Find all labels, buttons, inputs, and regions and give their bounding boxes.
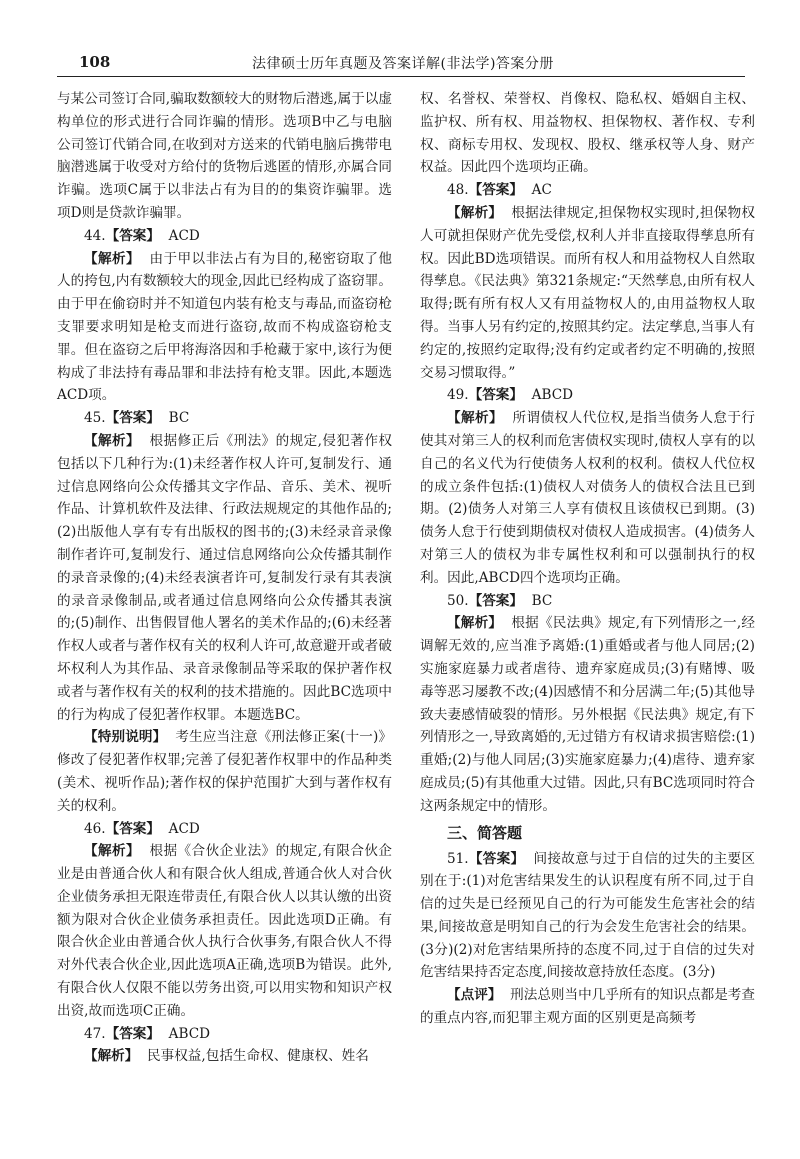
answer-label: 【答案】 <box>468 592 523 609</box>
explanation-text: 根据《合伙企业法》的规定,有限合伙企业是由普通合伙人和有限合伙人组成,普通合伙人对合伙企业债务承担无限连带责任,有限合伙人以其认缴的出资额为限对合伙企业债务承担责任。因此选项D正确。有限合伙企业由普通合伙人执行合伙事务,有限合伙人不得对外代表合伙企业,因此选项A正确,选项B为错误。此外,有限合伙人仅限不能以劳务出资,可以用实物和知识产权出资,故而选项C正确。 <box>57 843 393 1019</box>
explanation-text: 根据修正后《刑法》的规定,侵犯著作权包括以下几种行为:(1)未经著作权人许可,复制发行、通过信息网络向公众传播其文字作品、音乐、美术、视听作品、计算机软件及法律、行政法规规定的其他作品的;(2)出版他人享有专有出版权的图书的;(3)未经录音录像制作者许可,复制发行、通过信息网络向公众传播其制作的录音录像的;(4)未经表演者许可,复制发行录有其表演的录音录像制品,或者通过信息网络向公众传播其表演的;(5)制作、出售假冒他人署名的美术作品的;(6)未经著作权人或者与著作权有关的权利人许可,故意避开或者破坏权利人为其作品、录音录像制品等采取的保护著作权或者与著作权有关的权利的技术措施的。因此BC选项中的行为构成了侵犯著作权罪。本题选BC。 <box>57 432 393 723</box>
question-number: 51. <box>447 850 469 867</box>
explanation-q48 <box>420 202 755 384</box>
special-note-text: 考生应当注意《刑法修正案(十一)》修改了侵犯著作权罪;完善了侵犯著作权罪中的作品种类(美术、视听作品);著作权的保护范围扩大到与著作权有关的权利。 <box>57 729 393 814</box>
answer-label: 【答案】 <box>468 850 525 867</box>
running-title: 法律硕士历年真题及答案详解(非法学)答案分册 <box>252 56 554 72</box>
answer-value: ACD <box>168 820 200 837</box>
section-heading: 三、简答题 <box>447 823 523 842</box>
page-number: 108 <box>79 53 111 71</box>
answer-text: 间接故意与过于自信的过失的主要区别在于:(1)对危害结果发生的认识程度有所不同,过于自信的过失是已经预见自己的行为可能发生危害社会的结果,间接故意是明知自己的行为会发生危害社会的结果。(3分)(2)对危害结果所持的态度不同,过于自信的过失对危害结果持否定态度,间接故意持放任态度。(3分) <box>420 850 755 981</box>
answer-q48 <box>420 179 755 202</box>
explanation-label: 【解析】 <box>84 250 141 267</box>
comment-label: 【点评】 <box>447 987 502 1004</box>
explanation-text: 由于甲以非法占有为目的,秘密窃取了他人的挎包,内有数额较大的现金,因此已经构成了盗窃罪。由于甲在偷窃时并不知道包内装有枪支与毒品,而盗窃枪支罪要求明知是枪支而进行盗窃,故而不构成盗窃枪支罪。但在盗窃之后甲将海洛因和手枪藏于家中,该行为便构成了非法持有毒品罪和非法持有枪支罪。因此,本题选ACD项。 <box>57 250 393 404</box>
explanation-text: 所谓债权人代位权,是指当债务人怠于行使其对第三人的权利而危害债权实现时,债权人享有的以自己的名义代为行使债务人权利的权利。债权人代位权的成立条件包括:(1)债权人对债务人的债权合法且已到期。(2)债务人对第三人享有债权且该债权已到期。(3)债务人怠于行使到期债权对债权人造成损害。(4)债务人对第三人的债权为非专属性权利和可以强制执行的权利。因此,ABCD四个选项均正确。 <box>420 410 756 586</box>
question-number: 46. <box>84 820 106 837</box>
right-column <box>420 88 755 1030</box>
question-number: 49. <box>447 387 469 404</box>
explanation-label: 【解析】 <box>84 1048 139 1065</box>
question-number: 47. <box>84 1025 106 1042</box>
header-rule <box>57 76 745 77</box>
answer-q45 <box>57 407 392 430</box>
explanation-q47-continued: 权、名誉权、荣誉权、肖像权、隐私权、婚姻自主权、监护权、所有权、用益物权、担保物权、著作权、专利权、商标专用权、发现权、股权、继承权等人身、财产权益。因此四个选项均正确。 <box>420 91 755 176</box>
explanation-q44 <box>57 248 392 408</box>
answer-label: 【答案】 <box>105 820 160 837</box>
explanation-q45 <box>57 430 392 726</box>
explanation-q50 <box>420 612 755 817</box>
question-number: 50. <box>447 592 469 609</box>
answer-q49 <box>420 384 755 407</box>
question-number: 44. <box>84 227 106 244</box>
explanation-label: 【解析】 <box>84 432 141 449</box>
left-column <box>57 88 392 1068</box>
special-note-q45 <box>57 726 392 817</box>
answer-value: ACD <box>168 227 200 244</box>
answer-q44 <box>57 225 392 248</box>
answer-q47 <box>57 1023 392 1046</box>
explanation-text: 根据《民法典》规定,有下列情形之一,经调解无效的,应当准予离婚:(1)重婚或者与他人同居;(2)实施家庭暴力或者虐待、遗弃家庭成员;(3)有赌博、吸毒等恶习屡教不改;(4)因感情不和分居满二年;(5)其他导致夫妻感情破裂的情形。另外根据《民法典》规定,有下列情形之一,导致离婚的,无过错方有权请求损害赔偿:(1)重婚;(2)与他人同居;(3)实施家庭暴力;(4)虐待、遗弃家庭成员;(5)有其他重大过错。因此,只有BC选项同时符合这两条规定中的情形。 <box>420 615 755 814</box>
explanation-text: 民事权益,包括生命权、健康权、姓名 <box>147 1048 369 1065</box>
question-number: 48. <box>447 182 469 199</box>
answer-label: 【答案】 <box>468 387 523 404</box>
answer-label: 【答案】 <box>105 1025 160 1042</box>
explanation-label: 【解析】 <box>447 204 503 221</box>
answer-q50 <box>420 590 755 613</box>
question-number: 45. <box>84 410 106 427</box>
answer-q46 <box>57 818 392 841</box>
comment-text: 刑法总则当中几乎所有的知识点都是考查的重点内容,而犯罪主观方面的区别更是高频考 <box>420 987 756 1027</box>
answer-value: BC <box>168 410 190 427</box>
explanation-label: 【解析】 <box>447 410 504 427</box>
answer-label: 【答案】 <box>468 182 523 199</box>
answer-value: BC <box>531 592 553 609</box>
explanation-text: 根据法律规定,担保物权实现时,担保物权人可就担保财产优先受偿,权利人并非直接取得孳息所有权。因此BD选项错误。而所有权人和用益物权人自然取得孳息。《民法典》第321条规定:“天然孳息,由所有权人取得;既有所有权人又有用益物权人的,由用益物权人取得。当事人另有约定的,按照其约定。法定孳息,当事人有约定的,按照约定取得;没有约定或者约定不明确的,按照交易习惯取得。” <box>420 204 755 381</box>
comment-q51 <box>420 984 755 1030</box>
explanation-q49 <box>420 407 755 589</box>
explanation-label: 【解析】 <box>447 615 503 632</box>
answer-label: 【答案】 <box>105 227 160 244</box>
answer-value: AC <box>531 182 552 199</box>
explanation-q47 <box>57 1045 392 1068</box>
paragraph-q43-continued: 与某公司签订合同,骗取数额较大的财物后潜逃,属于以虚构单位的形式进行合同诈骗的情形。选项B中乙与电脑公司签订代销合同,在收到对方送来的代销电脑后携带电脑潜逃属于收受对方给付的货物后逃匿的情形,亦属合同诈骗。选项C属于以非法占有为目的的集资诈骗罪。选项D则是贷款诈骗罪。 <box>57 91 392 221</box>
answer-label: 【答案】 <box>105 410 160 427</box>
special-note-label: 【特别说明】 <box>84 729 167 746</box>
explanation-label: 【解析】 <box>84 843 141 860</box>
page-header <box>57 45 745 77</box>
answer-q51 <box>420 848 755 985</box>
answer-value: ABCD <box>168 1025 211 1042</box>
explanation-q46 <box>57 840 392 1022</box>
answer-value: ABCD <box>531 387 574 404</box>
